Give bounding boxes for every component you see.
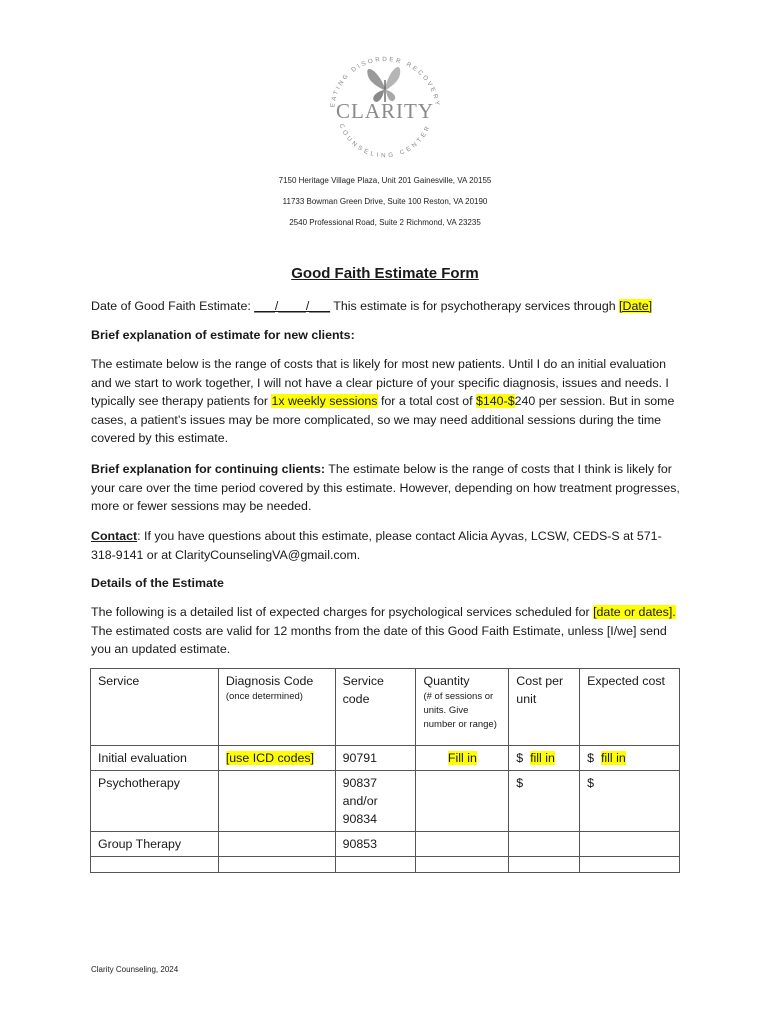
contact-label: Contact (91, 529, 138, 543)
cell-expected-cost[interactable] (580, 832, 680, 857)
clarity-logo (320, 40, 450, 170)
contact-paragraph (91, 527, 681, 564)
paragraph-text: for a total cost of (377, 394, 476, 409)
date-placeholder[interactable]: [Date] (619, 299, 653, 313)
logo-arc-bottom: COUNSELING CENTER (337, 122, 433, 160)
address-line: 7150 Heritage Village Plaza, Unit 201 Gainesville, VA 20155 (278, 176, 492, 185)
paragraph-text: The following is a detailed list of expected charges for psychological services scheduled for (91, 605, 594, 619)
cell-diagnosis[interactable] (218, 857, 335, 873)
details-paragraph (91, 603, 681, 659)
cell-expected-cost[interactable]: $ fill in (580, 746, 680, 771)
table-row (91, 832, 680, 857)
svg-text:COUNSELING CENTER (338, 123, 433, 160)
header-cost-per-unit: Cost per unit (509, 669, 580, 746)
cell-code: 90853 (335, 832, 416, 857)
header-diagnosis: Diagnosis Code (once determined) (218, 669, 335, 746)
cell-code[interactable] (335, 857, 416, 873)
butterfly-icon (367, 67, 400, 102)
header-service: Service (91, 669, 219, 746)
cell-service: Psychotherapy (91, 771, 219, 832)
paragraph-text: The estimate below is the range of costs that is likely for most new patients. Until I do an initial evaluation and we start to work together, I will not have a clear picture of your specific diagnosis, issues and needs. I typically see therapy patients for (91, 357, 669, 409)
table-row (91, 746, 680, 771)
cell-expected-cost[interactable] (580, 857, 680, 873)
header-service-code: Service code (335, 669, 416, 746)
table-row (91, 771, 680, 832)
highlight-cost: $140-$ (476, 394, 515, 409)
cell-quantity[interactable] (416, 771, 509, 832)
cell-service: Initial evaluation (91, 746, 219, 771)
paragraph-text: The estimated costs are valid for 12 months from the date of this Good Faith Estimate, unless [I/we] send you an updated estimate. (91, 623, 667, 657)
highlight-sessions: 1x weekly sessions (271, 394, 378, 409)
header-quantity: Quantity (# of sessions or units. Give number or range) (416, 669, 509, 746)
cell-code: 90837 and/or 90834 (335, 771, 416, 832)
heading-text: Details of the Estimate (91, 576, 224, 590)
table-row (91, 857, 680, 873)
cell-cost-per-unit[interactable] (509, 857, 580, 873)
date-blank-field[interactable]: ___/____/___ (254, 299, 331, 313)
estimate-table (90, 668, 680, 873)
cell-service[interactable] (91, 857, 219, 873)
cell-cost-per-unit[interactable]: $ fill in (509, 746, 580, 771)
logo-wordmark: CLARITY (336, 99, 434, 123)
paragraph-text: The estimate below is the range of costs that I think is likely for your care over the time period covered by this estimate. However, depending on how treatment progresses, more or fewer sessions may be needed. (91, 462, 680, 514)
cell-quantity[interactable] (416, 857, 509, 873)
date-line (91, 297, 681, 316)
cell-code: 90791 (335, 746, 416, 771)
paragraph-text: : If you have questions about this estimate, please contact Alicia Ayvas, LCSW, CEDS-S at 571-318-9141 or at ClarityCounselingVA@gmail.com. (91, 529, 662, 562)
highlight-dates: [date or dates]. (593, 605, 676, 619)
new-clients-paragraph (91, 355, 681, 448)
table-header-row (91, 669, 680, 746)
cell-diagnosis[interactable] (218, 832, 335, 857)
page-footer: Clarity Counseling, 2024 (91, 965, 179, 974)
date-line-text: This estimate is for psychotherapy services through (330, 299, 620, 313)
new-clients-heading (91, 326, 681, 345)
cell-cost-per-unit[interactable]: $ (509, 771, 580, 832)
heading-text: Brief explanation for continuing clients: (91, 462, 326, 476)
cell-diagnosis[interactable] (218, 771, 335, 832)
header-expected-cost: Expected cost (580, 669, 680, 746)
cell-service: Group Therapy (91, 832, 219, 857)
address-line: 11733 Bowman Green Drive, Suite 100 Reston, VA 20190 (282, 197, 488, 206)
cell-cost-per-unit[interactable] (509, 832, 580, 857)
cell-expected-cost[interactable]: $ (580, 771, 680, 832)
heading-text: Brief explanation of estimate for new clients: (91, 328, 355, 342)
cell-quantity[interactable] (416, 832, 509, 857)
date-label: Date of Good Faith Estimate: (91, 299, 255, 313)
address-line: 2540 Professional Road, Suite 2 Richmond, VA 23235 (289, 218, 481, 227)
continuing-clients-paragraph (91, 460, 681, 516)
page-title: Good Faith Estimate Form (291, 265, 479, 282)
details-heading (91, 574, 681, 593)
cell-diagnosis[interactable]: [use ICD codes] (218, 746, 335, 771)
logo-arc-top: EATING DISORDER RECOVERY (329, 55, 441, 108)
paragraph-text: 240 per session. But in some cases, a patient’s issues may be more complicated, so we may need additional sessions during the time covered by this estimate. (91, 394, 675, 446)
cell-quantity[interactable]: Fill in (416, 746, 509, 771)
